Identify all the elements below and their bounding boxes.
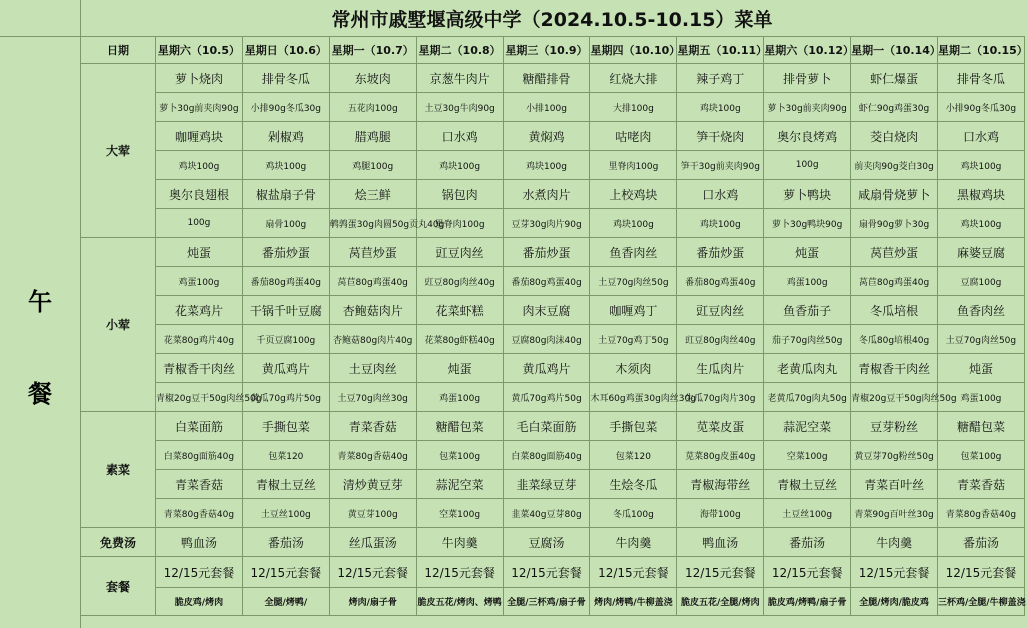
corner-cell — [0, 0, 81, 37]
dish-name: 萝卜鸭块 — [764, 180, 851, 209]
dish-name: 辣子鸡丁 — [677, 64, 764, 93]
dish-name: 肉末豆腐 — [503, 296, 590, 325]
date-cell: 星期一（10.14） — [851, 37, 938, 64]
dish-weight: 莴苣80g鸡蛋40g — [851, 267, 938, 296]
dish-name: 花菜虾糕 — [416, 296, 503, 325]
dish-name: 鱼香肉丝 — [590, 238, 677, 267]
weight-row — [81, 209, 1025, 238]
dish-weight: 豇豆80g肉丝40g — [416, 267, 503, 296]
meal-label: 午 餐 — [28, 288, 52, 408]
dish-name: 青椒土豆丝 — [242, 470, 329, 499]
dish-weight: 包菜120 — [590, 441, 677, 470]
dish-weight: 鸡蛋100g — [156, 267, 243, 296]
dish-name: 鱼香肉丝 — [938, 296, 1025, 325]
dish-row — [81, 238, 1025, 267]
dish-name: 炖蛋 — [764, 238, 851, 267]
dish-name: 毛白菜面筋 — [503, 412, 590, 441]
dish-name: 排骨冬瓜 — [938, 64, 1025, 93]
dish-name: 排骨萝卜 — [764, 64, 851, 93]
dish-weight: 黄瓜70g鸡片50g — [242, 383, 329, 412]
dish-name: 糖醋包菜 — [938, 412, 1025, 441]
soup-item: 鸭血汤 — [677, 528, 764, 557]
dish-name: 豆芽粉丝 — [851, 412, 938, 441]
dish-weight: 鸡块100g — [416, 151, 503, 180]
dish-name: 蒜泥空菜 — [764, 412, 851, 441]
dish-name: 口水鸡 — [677, 180, 764, 209]
dish-name: 杏鲍菇肉片 — [329, 296, 416, 325]
dish-weight: 青菜80g香菇40g — [329, 441, 416, 470]
dish-weight: 前夹肉90g茭白30g — [851, 151, 938, 180]
soup-item: 鸭血汤 — [156, 528, 243, 557]
set-meal-label: 套餐 — [81, 557, 156, 616]
dish-weight: 番茄80g鸡蛋40g — [677, 267, 764, 296]
dish-weight: 青菜80g香菇40g — [156, 499, 243, 528]
dish-name: 咖喱鸡块 — [156, 122, 243, 151]
date-cell: 星期二（10.15） — [938, 37, 1025, 64]
dish-weight: 鸡块100g — [938, 209, 1025, 238]
dish-name: 手撕包菜 — [242, 412, 329, 441]
page-title: 常州市戚墅堰高级中学（2024.10.5-10.15）菜单 — [80, 0, 1024, 37]
dish-name: 莴苣炒蛋 — [329, 238, 416, 267]
dish-name: 黄焖鸡 — [503, 122, 590, 151]
dish-weight: 黄豆芽70g粉丝50g — [851, 441, 938, 470]
section-label: 素菜 — [81, 412, 156, 528]
dish-weight: 小排90g冬瓜30g — [242, 93, 329, 122]
set-items: 脆皮五花/全腿/烤肉 — [677, 588, 764, 616]
date-label: 日期 — [81, 37, 156, 64]
dish-weight: 萝卜30g前夹肉90g — [764, 93, 851, 122]
dish-weight: 100g — [156, 209, 243, 238]
dish-weight: 虾仁90g鸡蛋30g — [851, 93, 938, 122]
set-price: 12/15元套餐 — [416, 557, 503, 588]
set-price-row — [81, 557, 1025, 588]
dish-weight: 土豆30g牛肉90g — [416, 93, 503, 122]
dish-name: 生瓜肉片 — [677, 354, 764, 383]
dish-weight: 萝卜30g前夹肉90g — [156, 93, 243, 122]
dish-name: 腊鸡腿 — [329, 122, 416, 151]
dish-name: 炖蛋 — [416, 354, 503, 383]
dish-name: 黄瓜鸡片 — [503, 354, 590, 383]
dish-weight: 鸡块100g — [938, 151, 1025, 180]
dish-name: 虾仁爆蛋 — [851, 64, 938, 93]
dish-name: 锅包肉 — [416, 180, 503, 209]
dish-name: 豇豆肉丝 — [416, 238, 503, 267]
dish-weight: 青菜90g百叶丝30g — [851, 499, 938, 528]
set-price: 12/15元套餐 — [938, 557, 1025, 588]
set-items: 三杯鸡/全腿/牛柳盖浇 — [938, 588, 1025, 616]
dish-name: 鱼香茄子 — [764, 296, 851, 325]
dish-weight: 鸡块100g — [503, 151, 590, 180]
dish-name: 青菜香菇 — [156, 470, 243, 499]
soup-item: 牛肉羹 — [590, 528, 677, 557]
dish-name: 青菜百叶丝 — [851, 470, 938, 499]
dish-weight: 生瓜70g肉片30g — [677, 383, 764, 412]
soup-item: 番茄汤 — [764, 528, 851, 557]
dish-weight: 笋干30g前夹肉90g — [677, 151, 764, 180]
dish-weight: 扇骨90g萝卜30g — [851, 209, 938, 238]
dish-name: 蒜泥空菜 — [416, 470, 503, 499]
dish-weight: 青椒20g豆干50g肉丝50g — [851, 383, 938, 412]
set-price: 12/15元套餐 — [156, 557, 243, 588]
date-row — [81, 37, 1025, 64]
dish-name: 剁椒鸡 — [242, 122, 329, 151]
soup-item: 番茄汤 — [242, 528, 329, 557]
dish-weight: 木耳60g鸡蛋30g肉丝30g — [590, 383, 677, 412]
soup-label: 免费汤 — [81, 528, 156, 557]
set-items: 脆皮鸡/烤鸭/扇子骨 — [764, 588, 851, 616]
dish-name: 笋干烧肉 — [677, 122, 764, 151]
dish-name: 苋菜皮蛋 — [677, 412, 764, 441]
date-cell: 星期五（10.11） — [677, 37, 764, 64]
set-price: 12/15元套餐 — [590, 557, 677, 588]
dish-weight: 扇骨100g — [242, 209, 329, 238]
set-price: 12/15元套餐 — [851, 557, 938, 588]
dish-name: 茭白烧肉 — [851, 122, 938, 151]
dish-weight: 花菜80g鸡片40g — [156, 325, 243, 354]
dish-weight: 青菜80g香菇40g — [938, 499, 1025, 528]
dish-name: 番茄炒蛋 — [677, 238, 764, 267]
dish-weight: 100g — [764, 151, 851, 180]
date-cell: 星期二（10.8） — [416, 37, 503, 64]
dish-name: 青椒香干肉丝 — [851, 354, 938, 383]
dish-weight: 韭菜40g豆芽80g — [503, 499, 590, 528]
set-items: 脆皮五花/烤肉、烤鸭 — [416, 588, 503, 616]
dish-name: 口水鸡 — [416, 122, 503, 151]
dish-name: 番茄炒蛋 — [242, 238, 329, 267]
soup-item: 牛肉羹 — [851, 528, 938, 557]
dish-weight: 豆芽30g肉片90g — [503, 209, 590, 238]
set-items: 全腿/烤肉/脆皮鸡 — [851, 588, 938, 616]
dish-name: 生烩冬瓜 — [590, 470, 677, 499]
meal-column — [0, 36, 81, 628]
dish-row — [81, 296, 1025, 325]
dish-name: 白菜面筋 — [156, 412, 243, 441]
dish-weight: 土豆70g鸡丁50g — [590, 325, 677, 354]
dish-name: 花菜鸡片 — [156, 296, 243, 325]
dish-weight: 鸡腿100g — [329, 151, 416, 180]
set-items: 脆皮鸡/烤肉 — [156, 588, 243, 616]
dish-weight: 空菜100g — [416, 499, 503, 528]
dish-weight: 鸡块100g — [677, 209, 764, 238]
date-cell: 星期六（10.5） — [156, 37, 243, 64]
soup-row — [81, 528, 1025, 557]
weight-row — [81, 383, 1025, 412]
dish-weight: 千页豆腐100g — [242, 325, 329, 354]
dish-name: 木须肉 — [590, 354, 677, 383]
section-label: 小荤 — [81, 238, 156, 412]
set-items: 烤肉/烤鸭/牛柳盖浇 — [590, 588, 677, 616]
date-cell: 星期一（10.7） — [329, 37, 416, 64]
dish-weight: 大排100g — [590, 93, 677, 122]
dish-name: 韭菜绿豆芽 — [503, 470, 590, 499]
set-price: 12/15元套餐 — [677, 557, 764, 588]
dish-weight: 里脊肉100g — [416, 209, 503, 238]
dish-name: 青菜香菇 — [938, 470, 1025, 499]
dish-row — [81, 122, 1025, 151]
soup-item: 豆腐汤 — [503, 528, 590, 557]
dish-name: 黄瓜鸡片 — [242, 354, 329, 383]
dish-name: 青椒海带丝 — [677, 470, 764, 499]
dish-weight: 番茄80g鸡蛋40g — [242, 267, 329, 296]
dish-weight: 包菜120 — [242, 441, 329, 470]
dish-weight: 鸡蛋100g — [764, 267, 851, 296]
dish-name: 青椒香干肉丝 — [156, 354, 243, 383]
dish-weight: 鸡块100g — [677, 93, 764, 122]
soup-item: 牛肉羹 — [416, 528, 503, 557]
dish-weight: 豆腐100g — [938, 267, 1025, 296]
dish-name: 手撕包菜 — [590, 412, 677, 441]
dish-weight: 苋菜80g皮蛋40g — [677, 441, 764, 470]
set-price: 12/15元套餐 — [503, 557, 590, 588]
section-label: 大荤 — [81, 64, 156, 238]
soup-item: 丝瓜蛋汤 — [329, 528, 416, 557]
dish-weight: 鹌鹑蛋30g肉圆50g贡丸40g — [329, 209, 416, 238]
dish-name: 糖醋包菜 — [416, 412, 503, 441]
dish-name: 糖醋排骨 — [503, 64, 590, 93]
dish-weight: 白菜80g面筋40g — [156, 441, 243, 470]
dish-weight: 包菜100g — [416, 441, 503, 470]
dish-name: 椒盐扇子骨 — [242, 180, 329, 209]
weight-row — [81, 499, 1025, 528]
dish-name: 豇豆肉丝 — [677, 296, 764, 325]
weight-row — [81, 325, 1025, 354]
dish-weight: 土豆70g肉丝50g — [590, 267, 677, 296]
dish-weight: 萝卜30g鸭块90g — [764, 209, 851, 238]
weight-row — [81, 93, 1025, 122]
dish-name: 咸扇骨烧萝卜 — [851, 180, 938, 209]
dish-name: 京葱牛肉片 — [416, 64, 503, 93]
dish-name: 咖喱鸡丁 — [590, 296, 677, 325]
dish-weight: 鸡蛋100g — [416, 383, 503, 412]
dish-weight: 杏鲍菇80g肉片40g — [329, 325, 416, 354]
dish-weight: 黄豆芽100g — [329, 499, 416, 528]
dish-weight: 土豆丝100g — [242, 499, 329, 528]
dish-weight: 海带100g — [677, 499, 764, 528]
set-price: 12/15元套餐 — [764, 557, 851, 588]
dish-name: 莴苣炒蛋 — [851, 238, 938, 267]
dish-name: 炖蛋 — [156, 238, 243, 267]
dish-name: 炖蛋 — [938, 354, 1025, 383]
dish-weight: 小排90g冬瓜30g — [938, 93, 1025, 122]
set-items: 烤肉/扇子骨 — [329, 588, 416, 616]
dish-weight: 老黄瓜70g肉丸50g — [764, 383, 851, 412]
dish-weight: 茄子70g肉丝50g — [764, 325, 851, 354]
dish-row — [81, 354, 1025, 383]
date-cell: 星期日（10.6） — [242, 37, 329, 64]
dish-name: 烩三鲜 — [329, 180, 416, 209]
dish-name: 青菜香菇 — [329, 412, 416, 441]
dish-name: 奥尔良翅根 — [156, 180, 243, 209]
dish-weight: 白菜80g面筋40g — [503, 441, 590, 470]
dish-weight: 小排100g — [503, 93, 590, 122]
date-cell: 星期四（10.10） — [590, 37, 677, 64]
dish-name: 清炒黄豆芽 — [329, 470, 416, 499]
dish-weight: 黄瓜70g鸡片50g — [503, 383, 590, 412]
dish-name: 黑椒鸡块 — [938, 180, 1025, 209]
dish-weight: 包菜100g — [938, 441, 1025, 470]
dish-name: 上校鸡块 — [590, 180, 677, 209]
dish-weight: 五花肉100g — [329, 93, 416, 122]
weight-row — [81, 267, 1025, 296]
weight-row — [81, 441, 1025, 470]
dish-weight: 青椒20g豆干50g肉丝50g — [156, 383, 243, 412]
dish-name: 青椒土豆丝 — [764, 470, 851, 499]
dish-row — [81, 412, 1025, 441]
dish-name: 东坡肉 — [329, 64, 416, 93]
dish-name: 萝卜烧肉 — [156, 64, 243, 93]
dish-weight: 冬瓜80g培根40g — [851, 325, 938, 354]
dish-name: 排骨冬瓜 — [242, 64, 329, 93]
dish-name: 红烧大排 — [590, 64, 677, 93]
set-price: 12/15元套餐 — [242, 557, 329, 588]
set-price: 12/15元套餐 — [329, 557, 416, 588]
dish-weight: 里脊肉100g — [590, 151, 677, 180]
dish-name: 干锅千叶豆腐 — [242, 296, 329, 325]
dish-weight: 鸡块100g — [242, 151, 329, 180]
dish-name: 土豆肉丝 — [329, 354, 416, 383]
menu-table — [80, 36, 1028, 616]
set-items: 全腿/烤鸭/ — [242, 588, 329, 616]
date-cell: 星期三（10.9） — [503, 37, 590, 64]
set-items-row — [81, 588, 1025, 616]
dish-weight: 鸡蛋100g — [938, 383, 1025, 412]
dish-weight: 空菜100g — [764, 441, 851, 470]
dish-name: 咕咾肉 — [590, 122, 677, 151]
dish-weight: 土豆丝100g — [764, 499, 851, 528]
dish-weight: 土豆70g肉丝30g — [329, 383, 416, 412]
dish-name: 水煮肉片 — [503, 180, 590, 209]
date-cell: 星期六（10.12） — [764, 37, 851, 64]
dish-row — [81, 180, 1025, 209]
dish-weight: 鸡块100g — [590, 209, 677, 238]
dish-name: 冬瓜培根 — [851, 296, 938, 325]
dish-weight: 花菜80g虾糕40g — [416, 325, 503, 354]
dish-name: 老黄瓜肉丸 — [764, 354, 851, 383]
dish-weight: 莴苣80g鸡蛋40g — [329, 267, 416, 296]
soup-item: 番茄汤 — [938, 528, 1025, 557]
dish-weight: 豇豆80g肉丝40g — [677, 325, 764, 354]
dish-name: 麻婆豆腐 — [938, 238, 1025, 267]
dish-weight: 土豆70g肉丝50g — [938, 325, 1025, 354]
dish-name: 口水鸡 — [938, 122, 1025, 151]
dish-row — [81, 470, 1025, 499]
dish-weight: 豆腐80g肉沫40g — [503, 325, 590, 354]
dish-name: 番茄炒蛋 — [503, 238, 590, 267]
dish-name: 奥尔良烤鸡 — [764, 122, 851, 151]
dish-weight: 鸡块100g — [156, 151, 243, 180]
dish-weight: 番茄80g鸡蛋40g — [503, 267, 590, 296]
dish-weight: 冬瓜100g — [590, 499, 677, 528]
weight-row — [81, 151, 1025, 180]
dish-row — [81, 64, 1025, 93]
set-items: 全腿/三杯鸡/扇子骨 — [503, 588, 590, 616]
